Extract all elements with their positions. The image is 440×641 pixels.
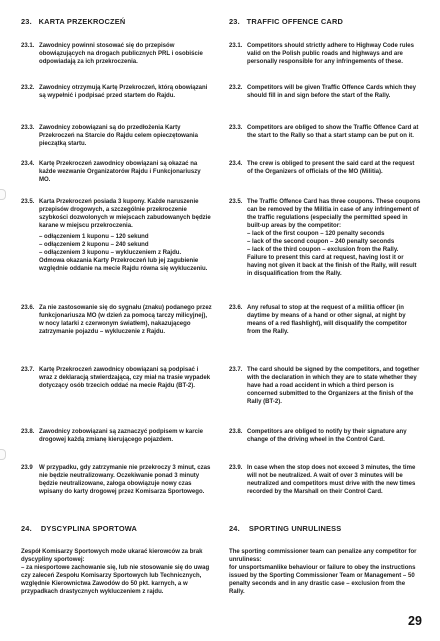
clause-number: 23.6. xyxy=(229,305,243,311)
list-item: – lack of the third coupon – exclusion from the Rally. xyxy=(247,247,399,254)
clause-23-2-en xyxy=(229,84,421,100)
clause-text: Competitors will be given Traffic Offence Cards which they should fill in and sign before the start of the Rally. xyxy=(247,85,417,100)
clause-text: In case when the stop does not exceed 3 minutes, the time will not be neutralized. A wait of over 3 minutes will be neutralized and competitors must drive with the new times recorded by the Marshall on their Control Card. xyxy=(247,465,416,496)
clause-number: 23.7. xyxy=(21,367,35,373)
clause-number: 23.4. xyxy=(21,161,35,167)
clause-23-4 xyxy=(21,160,213,184)
section-heading-23-pl xyxy=(21,17,213,26)
heading-text: DYSCYPLINA SPORTOWA xyxy=(40,524,138,533)
clause-number: 23.8. xyxy=(229,429,243,435)
heading-number: 23. xyxy=(21,17,32,26)
clause-24-pl xyxy=(21,548,213,596)
clause-23-8 xyxy=(21,428,213,444)
clause-text: Zawodnicy powinni stosować się do przepisów obowiązujących na drogach publicznych PRL i osobiście odpowiadają za ich przekroczenia. xyxy=(39,43,203,66)
heading-text: TRAFFIC OFFENCE CARD xyxy=(246,17,344,26)
clause-text: Competitors are obliged to notify by their signature any change of the driving wheel in the Control Card. xyxy=(247,429,407,444)
clause-text: W przypadku, gdy zatrzymanie nie przekroczy 3 minut, czas nie będzie neutralizowany. Oczekiwanie ponad 3 minuty będzie neutralizowane, załoga obowiązuje nowy czas wpisany do karty drogowej przez Komisarza Sportowego. xyxy=(39,465,211,496)
clause-23-7-en xyxy=(229,366,421,406)
penalty-list xyxy=(247,230,421,254)
heading-text: SPORTING UNRULINESS xyxy=(248,524,342,533)
clause-text: Zawodnicy otrzymują Kartę Przekroczeń, którą obowiązani są wypełnić i podpisać przed startem do Rajdu. xyxy=(39,85,208,100)
clause-text: Zawodnicy zobowiązani są do przedłożenia Karty Przekroczeń na Starcie do Rajdu celem opieczętowania pieczątką startu. xyxy=(39,125,198,148)
clause-number: 23.1. xyxy=(229,43,243,49)
clause-23-8-en xyxy=(229,428,421,444)
clause-number: 23.4. xyxy=(229,161,243,167)
page-number: 29 xyxy=(408,614,422,628)
clause-text: The Traffic Offence Card has three coupons. These coupons can be removed by the Militia in case of any infringement of the traffic regulations (especially the permitted speed in built-up areas by the competitor: xyxy=(247,199,421,230)
section-heading-24-pl xyxy=(21,524,213,533)
clause-text: Za nie zastosowanie się do sygnału (znaku) podanego przez funkcjonariusza MO (w dzień za pomocą tarczy milicyjnej), w nocy latarki z czerwonym światłem), nakazującego zatrzymanie pojazdu – wykluczenie z Rajdu. xyxy=(39,305,212,336)
clause-text: Competitors should strictly adhere to Highway Code rules valid on the Polish public roads and highways and are personally responsible for any infringements of these. xyxy=(247,43,414,66)
clause-number: 23.8. xyxy=(21,429,35,435)
clause-number: 23.5. xyxy=(21,199,35,205)
binder-hole xyxy=(0,449,6,460)
heading-text: KARTA PRZEKROCZEŃ xyxy=(38,17,126,26)
clause-23-2 xyxy=(21,84,213,100)
clause-23-6-en xyxy=(229,304,421,336)
list-item: – lack of the second coupon – 240 penalty seconds xyxy=(247,239,395,246)
clause-24-en xyxy=(229,548,421,596)
heading-number: 24. xyxy=(229,524,240,533)
clause-number: 23.3. xyxy=(229,125,243,131)
clause-number: 23.9. xyxy=(229,465,243,471)
clause-text: The sporting commissioner team can penalize any competitor for unruliness: xyxy=(229,549,417,564)
section-heading-23-en xyxy=(229,17,421,26)
clause-23-5-en xyxy=(229,198,421,278)
heading-number: 24. xyxy=(21,524,32,533)
binder-hole xyxy=(0,189,6,200)
penalty-list xyxy=(39,233,213,257)
clause-number: 23.9 xyxy=(21,465,33,471)
clause-number: 23.2. xyxy=(21,85,35,91)
clause-text: The card should be signed by the competitors, and together with the declaration in which they are to state whether they have had a road accident in which a third person is concerned submitted to the Organizers at the finish of the Rally (BT-2). xyxy=(247,367,420,406)
clause-23-9-en xyxy=(229,464,421,496)
clause-text: Odmowa okazania Karty Przekroczeń lub jej zagubienie względnie oddanie na mecie Rajdu równa się wykluczeniu. xyxy=(39,258,208,273)
clause-text: Zawodnicy zobowiązani są zaznaczyć podpisem w karcie drogowej każdą zmianę kierującego pojazdem. xyxy=(39,429,203,444)
clause-text: – za niesportowe zachowanie się, lub nie stosowanie się do uwag czy zaleceń Zespołu Komisarzy Sportowych lub Technicznych, względnie Kierownictwa Zawodów do 50 pkt. karnych, a w przypadkach drastycznych wykluczeniem z rajdu. xyxy=(21,565,210,596)
clause-23-1-en xyxy=(229,42,421,66)
list-item: – lack of the first coupon – 120 penalty seconds xyxy=(247,231,385,238)
clause-number: 23.2. xyxy=(229,85,243,91)
clause-23-7 xyxy=(21,366,213,390)
list-item: – odłączeniem 1 kuponu – 120 sekund xyxy=(39,234,149,241)
clause-text: Kartę Przekroczeń zawodnicy obowiązani są okazać na każde wezwanie Organizatorów Rajdu i Funkcjonariuszy MO. xyxy=(39,161,201,184)
clause-23-3 xyxy=(21,124,213,148)
clause-text: for unsportsmanlike behaviour or failure to obey the instructions issued by the Sporting Commissioner Team or Management – 50 penalty seconds and in any drastic case – exclusion from the Rally. xyxy=(229,565,416,596)
clause-text: Zespół Komisarzy Sportowych może ukarać kierowców za brak dyscypliny sportowej: xyxy=(21,549,203,564)
clause-text: Competitors are obliged to show the Traffic Offence Card at the start to the Rally so that a start stamp can be put on it. xyxy=(247,125,419,140)
clause-23-5 xyxy=(21,198,213,273)
list-item: – odłączeniem 3 kuponu – wykluczeniem z Rajdu. xyxy=(39,250,182,257)
clause-23-4-en xyxy=(229,160,421,176)
section-heading-24-en xyxy=(229,524,421,533)
clause-text: Kartę Przekroczeń zawodnicy obowiązani są podpisać i wraz z deklaracją stwierdzającą, czy miał na trasie wypadek dotyczący osób trzecich oddać na mecie Rajdu (BT-2). xyxy=(39,367,211,390)
clause-number: 23.3. xyxy=(21,125,35,131)
clause-number: 23.7. xyxy=(229,367,243,373)
list-item: – odłączeniem 2 kuponu – 240 sekund xyxy=(39,242,149,249)
clause-text: Failure to present this card at request, having lost it or having not given it back at the finish of the Rally, will result in disqualification from the Rally. xyxy=(247,255,417,278)
heading-number: 23. xyxy=(229,17,240,26)
clause-23-9 xyxy=(21,464,213,496)
clause-number: 23.1. xyxy=(21,43,35,49)
clause-text: Karta Przekroczeń posiada 3 kupony. Każde naruszenie przepisów drogowych, a szczególnie przekroczenie szybkości dozwolonych w miejscach zabudowanych będzie karane w miejscu przekroczenia. xyxy=(39,199,211,230)
clause-23-6 xyxy=(21,304,213,336)
clause-number: 23.5. xyxy=(229,199,243,205)
clause-text: The crew is obliged to present the said card at the request of the Organizers of officials of the MO (Militia). xyxy=(247,161,415,176)
clause-23-1 xyxy=(21,42,213,66)
clause-number: 23.6. xyxy=(21,305,35,311)
clause-23-3-en xyxy=(229,124,421,140)
clause-text: Any refusal to stop at the request of a militia officer (in daytime by means of a hand or other signal, at night by means of a red flashlight), will disqualify the competitor from the Rally. xyxy=(247,305,407,336)
